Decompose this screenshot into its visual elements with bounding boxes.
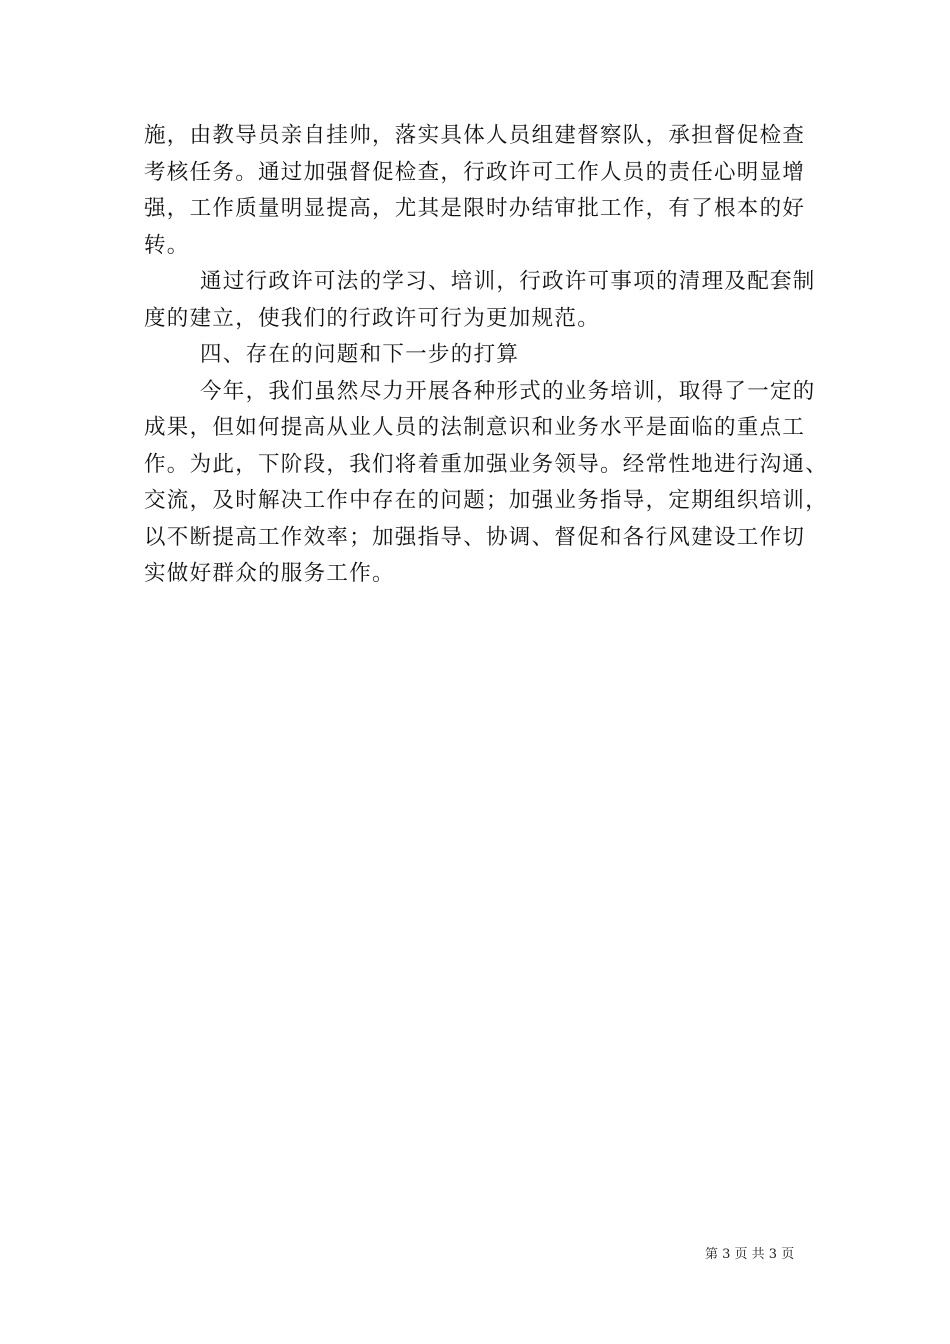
text-line: 以不断提高工作效率；加强指导、协调、督促和各行风建设工作切	[144, 524, 806, 550]
section-heading: 四、存在的问题和下一步的打算	[200, 342, 520, 367]
text-line: 度的建立，使我们的行政许可行为更加规范。	[144, 305, 601, 331]
text-line: 成果，但如何提高从业人员的法制意识和业务水平是面临的重点工	[144, 415, 806, 440]
document-body	[144, 118, 829, 593]
text-line: 交流，及时解决工作中存在的问题；加强业务指导，定期组织培训，	[144, 488, 829, 513]
text-line: 考核任务。通过加强督促检查，行政许可工作人员的责任心明显增	[144, 159, 806, 185]
paragraph-first-line: 通过行政许可法的学习、培训，行政许可事项的清理及配套制	[200, 269, 816, 294]
text-line: 转。	[144, 232, 190, 258]
text-line: 施，由教导员亲自挂帅，落实具体人员组建督察队，承担督促检查	[144, 123, 806, 148]
text-line: 作。为此，下阶段，我们将着重加强业务领导。经常性地进行沟通、	[144, 451, 829, 477]
page-number-footer: 第 3 页 共 3 页	[705, 1247, 795, 1262]
text-line: 强，工作质量明显提高，尤其是限时办结审批工作，有了根本的好	[144, 196, 806, 221]
text-line: 实做好群众的服务工作。	[144, 561, 395, 586]
paragraph-first-line: 今年，我们虽然尽力开展各种形式的业务培训，取得了一定的	[200, 378, 816, 404]
